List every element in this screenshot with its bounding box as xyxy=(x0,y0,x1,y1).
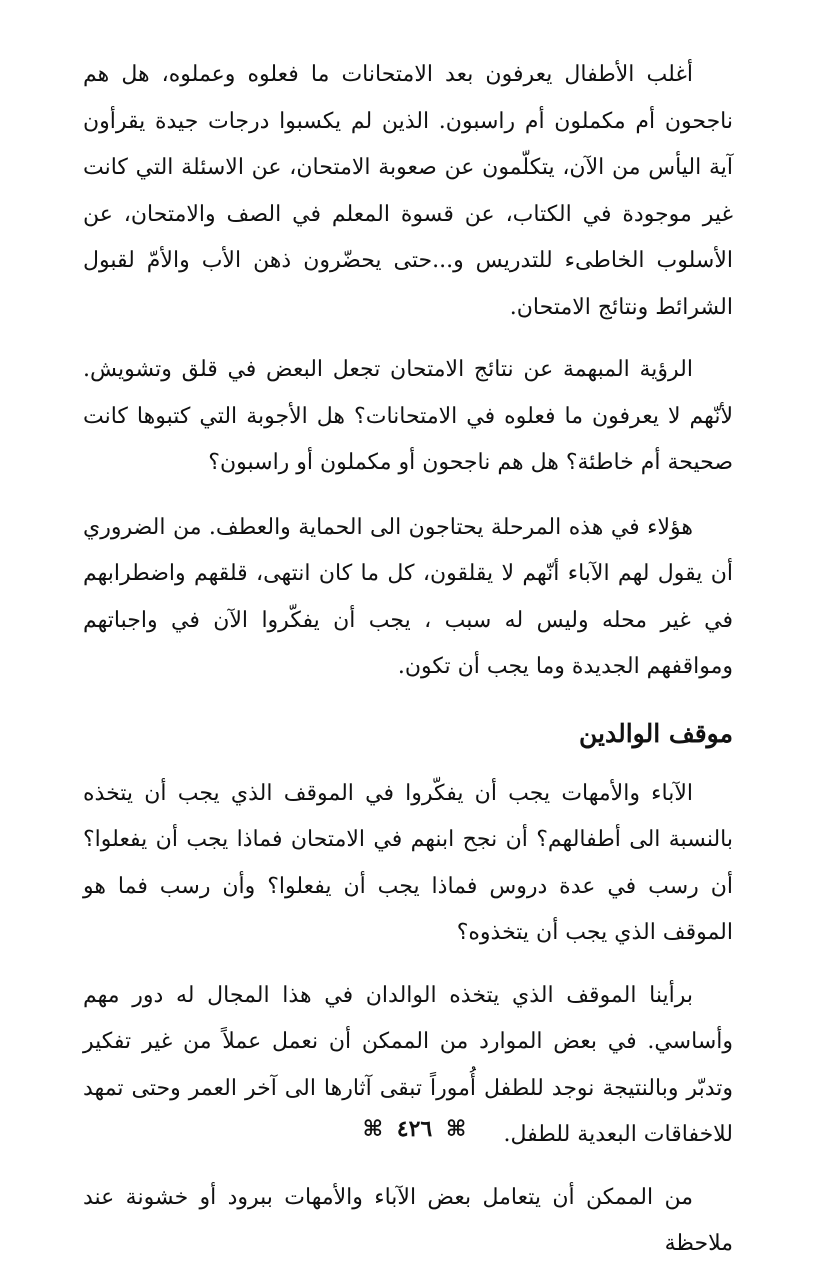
ornament-icon: ⌘ xyxy=(362,1116,384,1142)
section-heading: موقف الوالدين xyxy=(579,718,733,748)
page-body xyxy=(83,52,733,1268)
paragraph-3: هؤلاء في هذه المرحلة يحتاجون الى الحماية والعطف. من الضروري أن يقول لهم الآباء أنّهم لا يقلقون، كل ما كان انتهى، قلقهم واضطرابهم في غير محله وليس له سبب ، يجب أن يفكّروا الآن في واجباتهم ومواقفهم الجديدة وما يجب أن تكون. xyxy=(83,514,733,679)
page-number: ٤٢٦ xyxy=(396,1116,433,1142)
section-paragraph-1: الآباء والأمهات يجب أن يفكّروا في الموقف الذي يجب أن يتخذه بالنسبة الى أطفالهم؟ أن نجح ابنهم في الامتحان فماذا يجب أن يفعلوا؟ أن رسب في عدة دروس فماذا يجب أن يفعلوا؟ وأن رسب فما هو الموقف الذي يجب أن يتخذوه؟ xyxy=(83,780,733,945)
paragraph-1: أغلب الأطفال يعرفون بعد الامتحانات ما فعلوه وعملوه، هل هم ناجحون أم مكملون أم راسبون. الذين لم يكسبوا درجات جيدة يقرأون آية اليأس من الآن، يتكلّمون عن صعوبة الامتحان، عن الاسئلة التي كانت غير موجودة في الكتاب، عن قسوة المعلم في الصف والامتحان، عن الأسلوب الخاطىء للتدريس و...حتى يحضّرون ذهن الأب والأمّ لقبول الشرائط ونتائج الامتحان. xyxy=(83,62,733,320)
page-footer xyxy=(0,1116,829,1142)
section-paragraph-3: من الممكن أن يتعامل بعض الآباء والأمهات ببرود أو خشونة عند ملاحظة xyxy=(83,1184,733,1256)
section-paragraph-2: برأينا الموقف الذي يتخذه الوالدان في هذا المجال له دور مهم وأساسي. في بعض الموارد من الممكن أن نعمل عملاً من غير تفكير وتدبّر وبالنتيجة نوجد للطفل أُموراً تبقى آثارها الى آخر العمر وحتى تمهد للاخفاقات البعدية للطفل. xyxy=(83,982,733,1147)
ornament-icon: ⌘ xyxy=(445,1116,467,1142)
paragraph-2: الرؤية المبهمة عن نتائج الامتحان تجعل البعض في قلق وتشويش. لأنّهم لا يعرفون ما فعلوه في الامتحانات؟ هل الأجوبة التي كتبوها كانت صحيحة أم خاطئة؟ هل هم ناجحون أو مكملون أو راسبون؟ xyxy=(83,357,733,475)
